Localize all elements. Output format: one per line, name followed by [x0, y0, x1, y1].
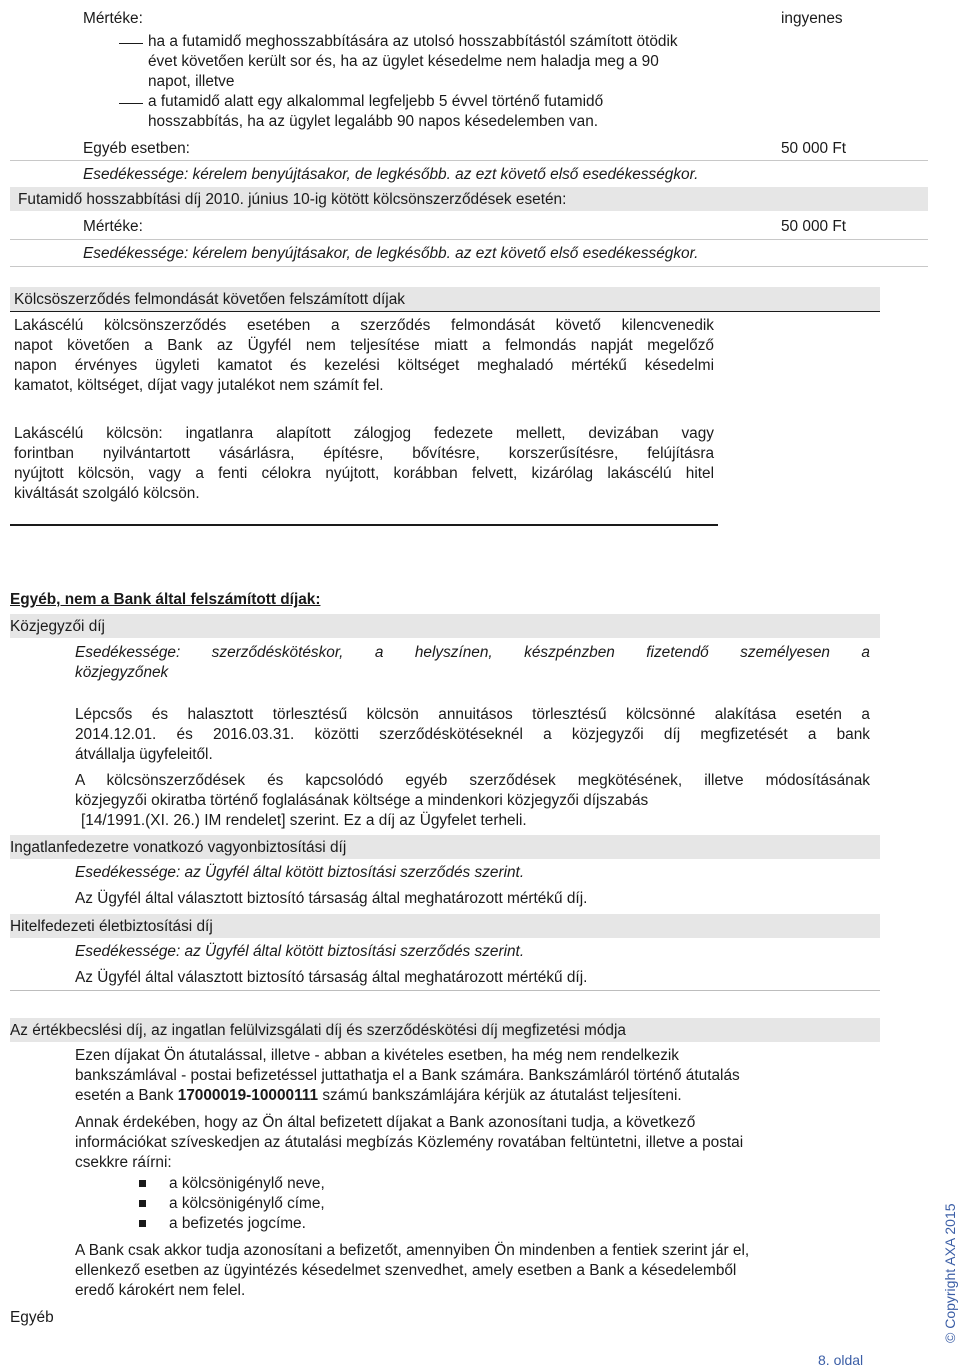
p-line: közjegyzőnek — [75, 664, 169, 681]
bank-account-number: 17000019-10000111 — [177, 1087, 319, 1104]
lepcsos-paragraph — [75, 705, 870, 765]
ingatlan-text: Az Ügyfél által választott biztosító társaság által meghatározott mértékű díj. — [75, 890, 588, 907]
p-line: A kölcsönszerződések és kapcsolódó egyéb szerződések megkötésének, illetve módosításának — [75, 772, 870, 789]
bullet-name: a kölcsönigénylő neve, — [169, 1175, 325, 1192]
fizetes-paragraph-2 — [75, 1113, 870, 1173]
p-line: [14/1991.(XI. 26.) IM rendelet] szerint. Ez a díj az Ügyfelet terheli. — [81, 812, 527, 829]
copyright-vertical — [935, 1175, 960, 1345]
bullet-address: a kölcsönigénylő címe, — [169, 1195, 325, 1212]
square-bullet — [139, 1220, 146, 1227]
hitel-text: Az Ügyfél által választott biztosító társaság által meghatározott mértékű díj. — [75, 969, 588, 986]
p-line: bankszámlával - postai befizetéssel juttathatja el a Bank számára. Bankszámláról történő átutalás — [75, 1067, 740, 1084]
ingatlan-esedekesseg: Esedékessége: az Ügyfél által kötött biztosítási szerződés szerint. — [75, 864, 525, 881]
bullet2-text — [148, 92, 768, 132]
esedekesseg-1: Esedékessége: kérelem benyújtásakor, de legkésőbb. az ezt követő első esedékességkor. — [83, 166, 699, 183]
p-line: Lakáscélú kölcsönszerződés esetében a szerződés felmondását követő kilencvenedik — [14, 317, 714, 334]
felmondas-header: Kölcsöszerződés felmondását követően felszámított díjak — [14, 291, 405, 308]
kozjegyzoi-esedekesseg — [75, 643, 870, 683]
egyeb-label: Egyéb — [10, 1309, 54, 1326]
felmondas-paragraph-1 — [14, 316, 714, 396]
merteke-value: ingyenes — [781, 10, 843, 27]
p-line: napon érvényes ügyleti kamatot és kezelési költséget meghaladó mértékű késedelmi — [14, 357, 714, 374]
p-line: kiváltását szolgáló kölcsön. — [14, 485, 200, 502]
bullet1-line: napot, illetve — [148, 73, 235, 90]
felmondas-paragraph-2 — [14, 424, 714, 504]
p-line: 2014.12.01. és 2016.03.31. közötti szerződéskötéseknél a közjegyzői díj megfizetését a bank — [75, 726, 870, 743]
bullet2-line: hosszabbítás, ha az ügylet legalább 90 napos késedelemben van. — [148, 113, 599, 130]
hitel-esedekesseg: Esedékessége: az Ügyfél által kötött biztosítási szerződés szerint. — [75, 943, 525, 960]
fizetes-paragraph-3 — [75, 1241, 870, 1301]
row-divider — [10, 239, 928, 240]
p-line — [75, 1086, 870, 1106]
kozjegyzoi-header-band — [10, 614, 880, 638]
p-line: átvállalja ügyfeleitől. — [75, 746, 213, 763]
okirat-paragraph — [75, 771, 870, 831]
merteke-label: Mértéke: — [83, 10, 143, 27]
egyeb-esetben-label: Egyéb esetben: — [83, 140, 190, 157]
p-line: Esedékessége: szerződéskötéskor, a helyszínen, készpénzben fizetendő személyesen a — [75, 644, 870, 661]
p-line: napot követően a Bank az Ügyfél nem teljesítése miatt a felmondás napját megelőző — [14, 337, 714, 354]
bullet1-line: évet követően került sor és, ha az ügylet késedelme nem haladja meg a 90 — [148, 53, 659, 70]
kozjegyzoi-header: Közjegyzői díj — [10, 618, 105, 635]
row-divider — [10, 160, 928, 161]
p-line: ellenkező esetben az ügyintézés késedelmet szenvedhet, amely esetben a Bank a késedelemből — [75, 1262, 737, 1279]
p-line: A Bank csak akkor tudja azonosítani a befizetőt, amennyiben Ön mindenben a fentiek szerint jár el, — [75, 1242, 750, 1259]
p-line-pre: esetén a Bank — [75, 1087, 178, 1104]
hitel-header: Hitelfedezeti életbiztosítási díj — [10, 918, 213, 935]
p-line: kamatot, költséget, díjat vagy jutalékot nem számít fel. — [14, 377, 384, 394]
ingatlan-header: Ingatlanfedezetre vonatkozó vagyonbiztosítási díj — [10, 839, 347, 856]
section-separator — [10, 524, 718, 526]
p-line: közjegyzői okiratba történő foglalásának költsége a mindenkori közjegyzői díjszabás — [75, 792, 649, 809]
p-line: csekkre ráírni: — [75, 1154, 172, 1171]
row-divider — [10, 266, 928, 267]
p-line-post: számú bankszámlájára kérjük az átutalást teljesíteni. — [318, 1087, 682, 1104]
futamido-header: Futamidő hosszabbítási díj 2010. június 10-ig kötött kölcsönszerződések esetén: — [18, 191, 567, 208]
row-divider — [10, 990, 880, 991]
egyeb-dijak-title: Egyéb, nem a Bank által felszámított díjak: — [10, 591, 321, 608]
p-line: Lépcsős és halasztott törlesztésű kölcsön annuitásos törlesztésű kölcsönné alakítása esetén a — [75, 706, 870, 723]
fizetes-header: Az értékbecslési díj, az ingatlan felülvizsgálati díj és szerződéskötési díj megfizetési módja — [10, 1022, 626, 1039]
esedekesseg-2: Esedékessége: kérelem benyújtásakor, de legkésőbb. az ezt követő első esedékességkor. — [83, 245, 699, 262]
p-line: Annak érdekében, hogy az Ön által befizetett díjakat a Bank azonosítani tudja, a következő — [75, 1114, 696, 1131]
egyeb-esetben-value: 50 000 Ft — [781, 140, 847, 157]
bullet2-line: a futamidő alatt egy alkalommal legfeljebb 5 évvel történő futamidő — [148, 93, 604, 110]
p-line: eredő károkért nem felel. — [75, 1282, 246, 1299]
felmondas-underline — [10, 311, 880, 312]
fizetes-paragraph-1 — [75, 1046, 870, 1106]
page-number: 8. oldal — [818, 1352, 864, 1368]
square-bullet — [139, 1200, 146, 1207]
p-line: Ezen díjakat Ön átutalással, illetve - abban a kivételes esetben, ha még nem rendelkezik — [75, 1047, 679, 1064]
p-line: forintban nyilvántartott vásárlásra, építésre, bővítésre, korszerűsítésre, felújításra — [14, 445, 714, 462]
copyright-text: © Copyright AXA 2015 — [942, 1203, 958, 1343]
p-line: nyújtott kölcsön, vagy a fenti célokra nyújtott, korábban felvett, kizárólag lakáscélú hitel — [14, 465, 714, 482]
p-line: információkat szíveskedjen az átutalási megbízás Közlemény rovatában feltüntetni, illetve a postai — [75, 1134, 744, 1151]
merteke2-label: Mértéke: — [83, 218, 143, 235]
p-line: Lakáscélú kölcsön: ingatlanra alapított zálogjog fedezete mellett, devizában vagy — [14, 425, 714, 442]
bullet1-text — [148, 32, 768, 92]
bullet-purpose: a befizetés jogcíme. — [169, 1215, 306, 1232]
bullet1-line: ha a futamidő meghosszabbítására az utolsó hosszabbítástól számított ötödik — [148, 33, 678, 50]
dash-bullet — [119, 43, 143, 44]
merteke2-value: 50 000 Ft — [781, 218, 847, 235]
square-bullet — [139, 1180, 146, 1187]
dash-bullet — [119, 103, 143, 104]
